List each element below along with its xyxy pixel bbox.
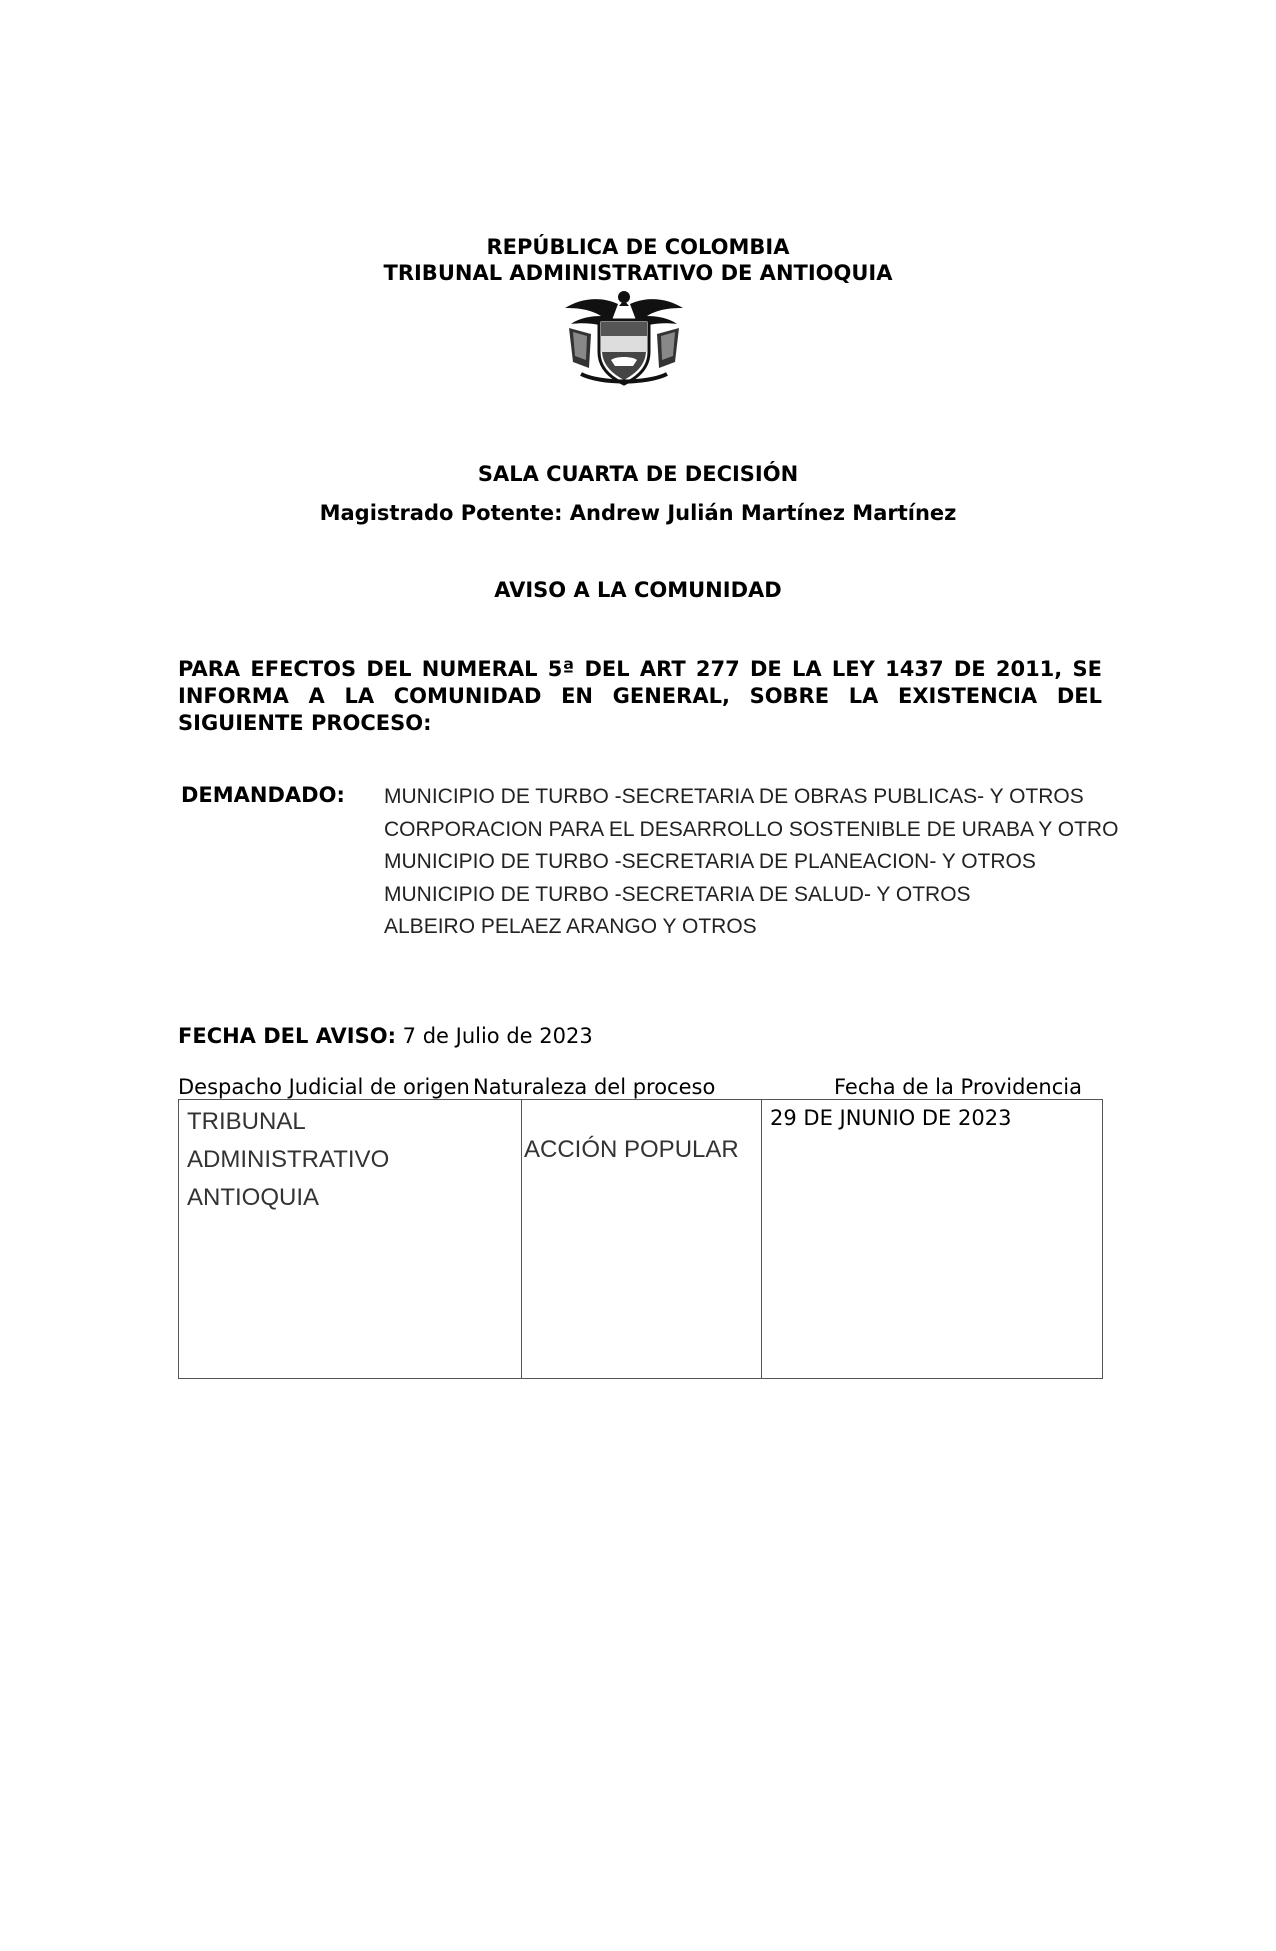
fecha-aviso: [178, 1024, 593, 1048]
colombia-coat-of-arms-icon: [561, 288, 687, 388]
naturaleza-cell: ACCIÓN POPULAR: [522, 1100, 762, 1379]
fecha-aviso-value: 7 de Julio de 2023: [402, 1024, 593, 1048]
header-tribunal: TRIBUNAL ADMINISTRATIVO DE ANTIOQUIA: [383, 261, 893, 285]
column-header-despacho: Despacho Judicial de origen: [178, 1075, 470, 1099]
demandado-list: [384, 781, 1118, 944]
process-table: [178, 1099, 1103, 1379]
fecha-providencia-cell: 29 DE JNUNIO DE 2023: [762, 1100, 1103, 1379]
demandado-item: MUNICIPIO DE TURBO -SECRETARIA DE SALUD- Y OTROS: [384, 882, 971, 906]
header-republica: REPÚBLICA DE COLOMBIA: [486, 235, 790, 259]
despacho-line: TRIBUNAL: [187, 1108, 306, 1135]
demandado-item: CORPORACION PARA EL DESARROLLO SOSTENIBLE DE URABA Y OTRO: [384, 817, 1119, 841]
aviso-title: AVISO A LA COMUNIDAD: [494, 578, 782, 602]
despacho-cell: [179, 1100, 522, 1379]
demandado-item: MUNICIPIO DE TURBO -SECRETARIA DE OBRAS PUBLICAS- Y OTROS: [384, 785, 1084, 808]
despacho-line: ADMINISTRATIVO: [187, 1146, 390, 1173]
demandado-item: MUNICIPIO DE TURBO -SECRETARIA DE PLANEACION- Y OTROS: [384, 850, 1036, 873]
demandado-label: DEMANDADO:: [181, 783, 345, 807]
column-header-naturaleza: Naturaleza del proceso: [473, 1075, 716, 1099]
despacho-line: ANTIOQUIA: [187, 1184, 320, 1211]
magistrado-line: Magistrado Potente: Andrew Julián Martínez Martínez: [319, 501, 957, 525]
table-row: [179, 1100, 1103, 1379]
column-header-fecha: Fecha de la Providencia: [834, 1075, 1082, 1099]
fecha-aviso-label: FECHA DEL AVISO:: [178, 1024, 396, 1048]
sala-title: SALA CUARTA DE DECISIÓN: [477, 462, 799, 486]
intro-paragraph: PARA EFECTOS DEL NUMERAL 5ª DEL ART 277 DE LA LEY 1437 DE 2011, SE INFORMA A LA COMUNIDAD EN GENERAL, SOBRE LA EXISTENCIA DEL SIGUIENTE PROCESO:: [178, 657, 1102, 735]
demandado-item: ALBEIRO PELAEZ ARANGO Y OTROS: [384, 915, 757, 938]
